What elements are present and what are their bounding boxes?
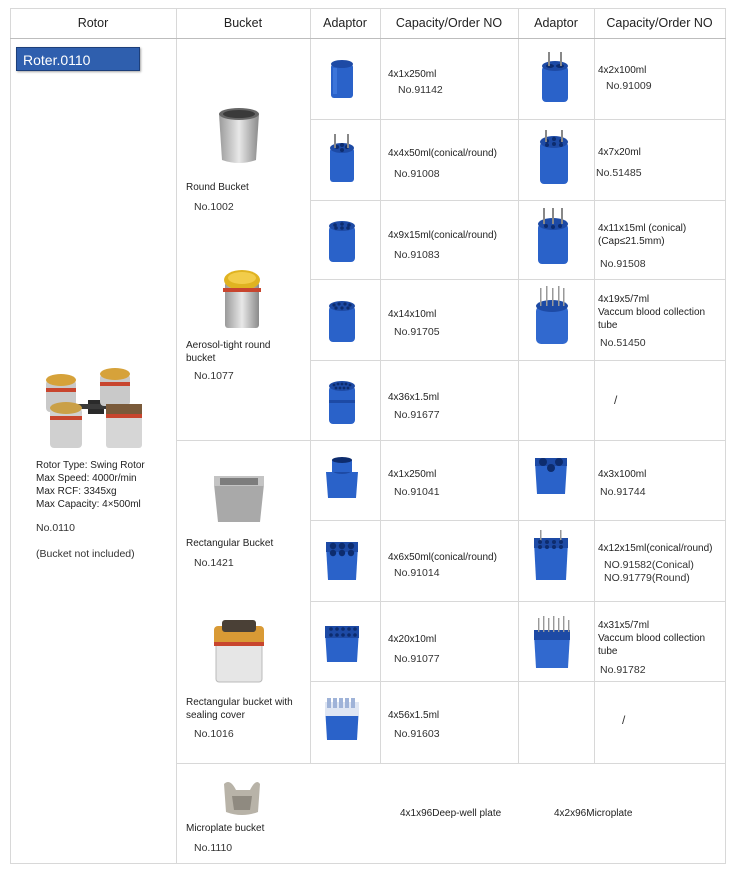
aerosol-tight-bucket-image — [220, 264, 264, 332]
capacity-text: Vaccum blood collection — [598, 633, 706, 644]
adaptor-image — [326, 214, 358, 266]
rotor-note: (Bucket not included) — [36, 548, 135, 560]
microplate-bucket-image — [220, 776, 264, 818]
capacity-text: 4x12x15ml(conical/round) — [598, 543, 713, 554]
order-number: No.91041 — [394, 486, 440, 498]
order-number: No.91009 — [606, 80, 652, 92]
header-adaptor-1: Adaptor — [323, 16, 367, 30]
order-number: No.51450 — [600, 337, 646, 349]
order-number: No.91008 — [394, 168, 440, 180]
header-rotor: Rotor — [77, 16, 109, 30]
capacity-text: 4x56x1.5ml — [388, 710, 440, 721]
sealed-rectangular-bucket-image — [210, 616, 268, 686]
adaptor-image — [326, 132, 358, 186]
header-capacity-1: Capacity/Order NO — [395, 16, 503, 30]
rotor-max-capacity: Max Capacity: 4×500ml — [36, 499, 141, 510]
capacity-text: 4x14x10ml — [388, 309, 437, 320]
capacity-text: 4x36x1.5ml — [388, 392, 440, 403]
swing-rotor-image — [40, 360, 150, 452]
rotor-max-speed: Max Speed: 4000r/min — [36, 473, 137, 484]
adaptor-image — [322, 538, 362, 584]
bucket-order-aerosol: No.1077 — [194, 370, 234, 382]
rotor-order-number: No.0110 — [36, 522, 75, 534]
bucket-name-rectangular: Rectangular Bucket — [186, 538, 274, 549]
order-number: No.91083 — [394, 249, 440, 261]
adaptor-image — [530, 614, 574, 672]
adaptor-image — [326, 294, 358, 346]
order-number: No.91603 — [394, 728, 440, 740]
microplate-standard: 4x2x96Microplate — [554, 808, 633, 819]
bucket-order-rectangular: No.1421 — [194, 557, 234, 569]
adaptor-image — [532, 284, 572, 348]
capacity-text: 4x31x5/7ml — [598, 620, 650, 631]
capacity-text: 4x3x100ml — [598, 469, 647, 480]
rotor-badge: Roter.0110 — [16, 47, 140, 71]
adaptor-image — [532, 454, 570, 498]
bucket-name-sealed-line2: sealing cover — [186, 710, 245, 721]
adaptor-image — [322, 696, 362, 744]
order-number: No.91744 — [600, 486, 646, 498]
rectangular-bucket-image — [210, 470, 268, 526]
order-number: No.91508 — [600, 258, 646, 270]
capacity-text: 4x1x250ml — [388, 69, 437, 80]
header-adaptor-2: Adaptor — [534, 16, 578, 30]
adaptor-image — [326, 376, 358, 428]
capacity-text: Vaccum blood collection — [598, 307, 706, 318]
order-number: No.91142 — [398, 84, 443, 96]
capacity-text: 4x11x15ml (conical) — [598, 223, 687, 234]
microplate-deep-well: 4x1x96Deep-well plate — [400, 808, 502, 819]
empty-cell-marker: / — [614, 393, 618, 407]
adaptor-image — [534, 206, 572, 268]
adaptor-image — [536, 128, 572, 188]
bucket-name-sealed-line1: Rectangular bucket with — [186, 697, 293, 708]
bucket-order-round: No.1002 — [194, 201, 234, 213]
catalog-table — [10, 8, 726, 864]
bucket-name-aerosol-line2: bucket — [186, 353, 216, 364]
header-capacity-2: Capacity/Order NO — [606, 16, 713, 30]
capacity-text: 4x6x50ml(conical/round) — [388, 552, 497, 563]
bucket-name-round: Round Bucket — [186, 182, 249, 193]
order-number: No.51485 — [596, 167, 642, 179]
order-number: NO.91582(Conical) — [604, 559, 694, 571]
capacity-text: tube — [598, 320, 618, 331]
capacity-text: tube — [598, 646, 618, 657]
capacity-text: (Cap≤21.5mm) — [598, 236, 665, 247]
capacity-text: 4x19x5/7ml — [598, 294, 650, 305]
bucket-name-microplate: Microplate bucket — [186, 823, 265, 834]
adaptor-image — [328, 58, 356, 102]
order-number: No.91077 — [394, 653, 440, 665]
adaptor-image — [322, 456, 362, 502]
rotor-type: Rotor Type: Swing Rotor — [36, 460, 145, 471]
adaptor-image — [530, 528, 572, 584]
capacity-text: 4x2x100ml — [598, 65, 647, 76]
capacity-text: 4x20x10ml — [388, 634, 437, 645]
adaptor-image — [322, 622, 362, 666]
capacity-text: 4x7x20ml — [598, 147, 641, 158]
order-number: NO.91779(Round) — [604, 572, 690, 584]
bucket-order-microplate: No.1110 — [194, 842, 233, 854]
order-number: No.91705 — [394, 326, 440, 338]
bucket-order-sealed: No.1016 — [194, 728, 234, 740]
capacity-text: 4x1x250ml — [388, 469, 437, 480]
order-number: No.91782 — [600, 664, 646, 676]
capacity-text: 4x4x50ml(conical/round) — [388, 148, 497, 159]
order-number: No.91677 — [394, 409, 440, 421]
round-bucket-image — [216, 104, 262, 166]
adaptor-image — [538, 50, 572, 106]
order-number: No.91014 — [394, 567, 440, 579]
empty-cell-marker: / — [622, 713, 626, 727]
rotor-max-rcf: Max RCF: 3345xg — [36, 486, 117, 497]
bucket-name-aerosol-line1: Aerosol-tight round — [186, 340, 271, 351]
capacity-text: 4x9x15ml(conical/round) — [388, 230, 497, 241]
header-bucket: Bucket — [223, 16, 263, 30]
